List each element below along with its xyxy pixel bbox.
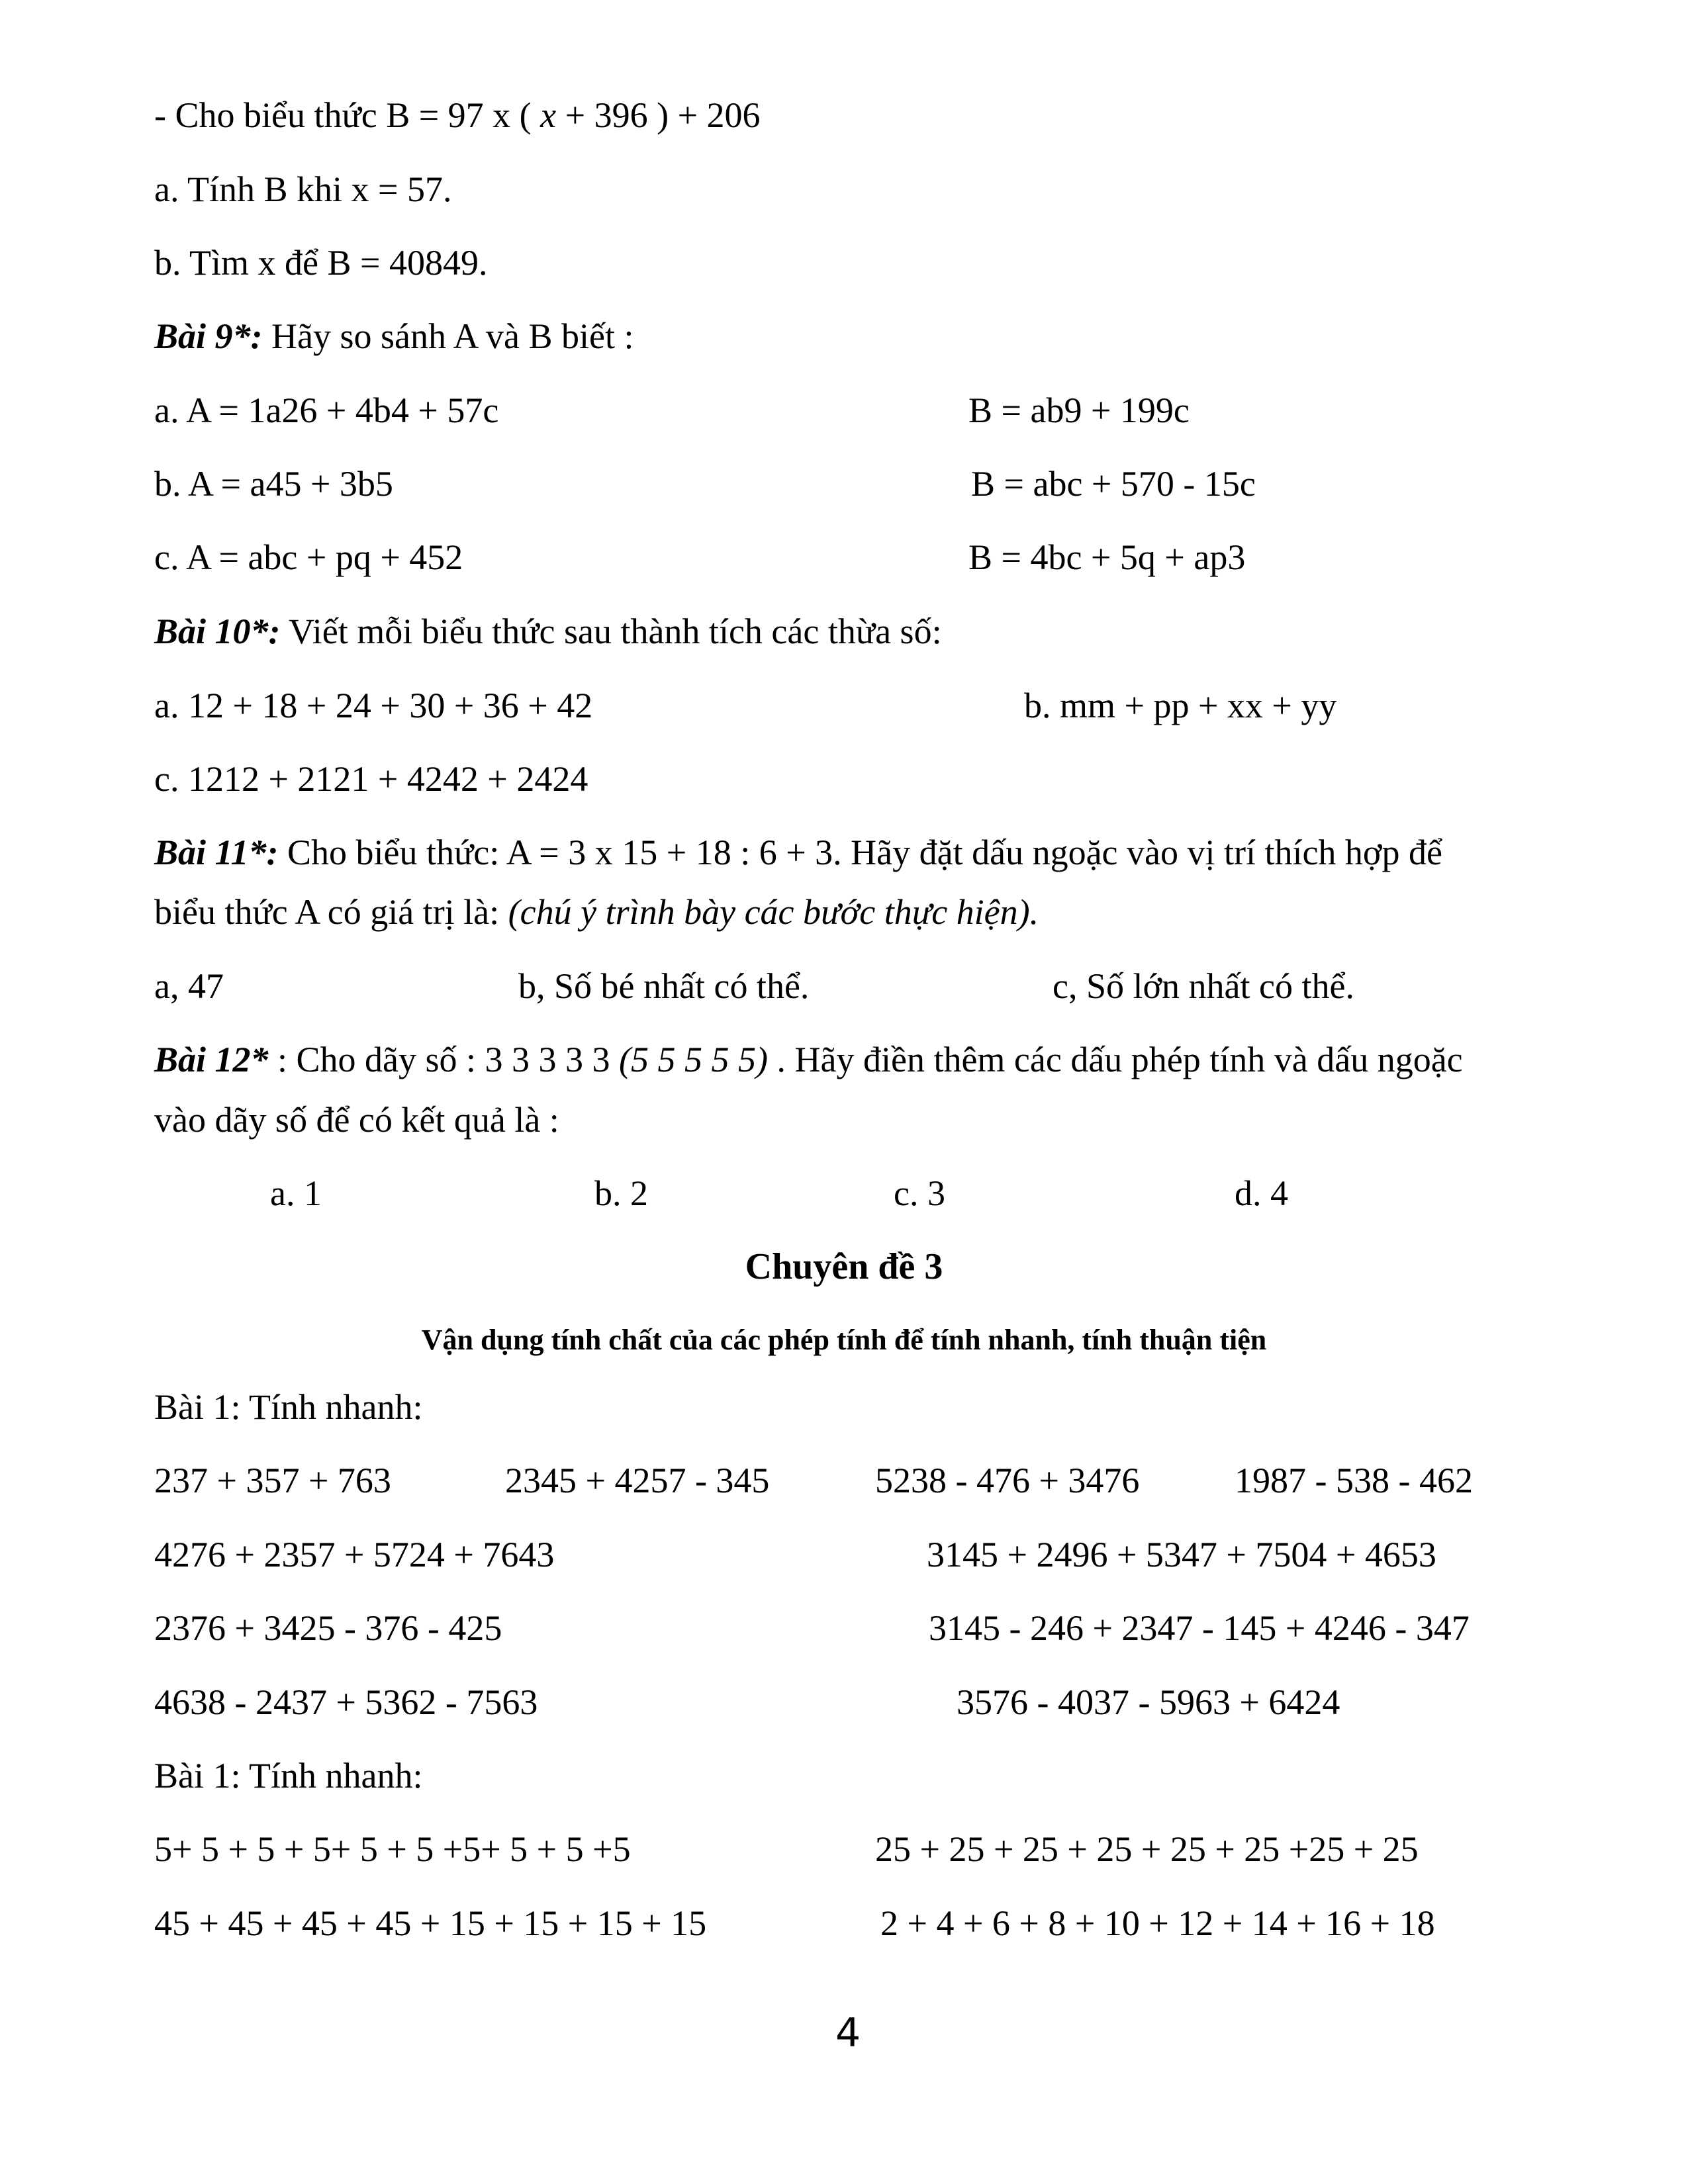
- bai11-heading: [154, 831, 1442, 874]
- bai11-label: Bài 11*:: [154, 833, 279, 872]
- bai12-label: Bài 12*: [154, 1040, 269, 1079]
- intro-question-a: a. Tính B khi x = 57.: [154, 169, 452, 209]
- bai1-first-row4-left: 4638 - 2437 + 5362 - 7563: [154, 1682, 538, 1722]
- section-title: Chuyên đề 3: [745, 1246, 943, 1287]
- bai1-first-expr-3: 5238 - 476 + 3476: [875, 1461, 1140, 1500]
- bai12-answer-c: c. 3: [894, 1173, 945, 1213]
- bai10-heading: [154, 610, 942, 653]
- bai11-note: (chú ý trình bày các bước thực hiện).: [508, 892, 1039, 932]
- bai1-first-heading: Bài 1: Tính nhanh:: [154, 1387, 423, 1427]
- bai11-option-c: c, Số lớn nhất có thể.: [1053, 966, 1354, 1006]
- bai1-first-row2-left: 4276 + 2357 + 5724 + 7643: [154, 1535, 555, 1574]
- bai9-row-c-right: B = 4bc + 5q + ap3: [968, 537, 1246, 577]
- bai9-row-b-right: B = abc + 570 - 15c: [971, 464, 1256, 504]
- bai9-heading: [154, 315, 633, 357]
- bai12-answer-d: d. 4: [1235, 1173, 1288, 1213]
- bai9-row-a-left: a. A = 1a26 + 4b4 + 57c: [154, 390, 499, 430]
- bai11-line-2: [154, 891, 1039, 933]
- bai1-first-row3-right: 3145 - 246 + 2347 - 145 + 4246 - 347: [929, 1608, 1470, 1648]
- bai10-item-b: b. mm + pp + xx + yy: [1024, 686, 1337, 725]
- bai1-second-row2-left: 45 + 45 + 45 + 45 + 15 + 15 + 15 + 15: [154, 1903, 707, 1943]
- bai1-first-row2-right: 3145 + 2496 + 5347 + 7504 + 4653: [927, 1535, 1436, 1574]
- bai10-label: Bài 10*:: [154, 612, 281, 651]
- bai12-answer-b: b. 2: [594, 1173, 648, 1213]
- bai11-option-b: b, Số bé nhất có thể.: [518, 966, 810, 1006]
- bai12-answer-a: a. 1: [270, 1173, 322, 1213]
- bai9-row-c-left: c. A = abc + pq + 452: [154, 537, 463, 577]
- bai11-text: Cho biểu thức: A = 3 x 15 + 18 : 6 + 3. Hãy đặt dấu ngoặc vào vị trí thích hợp để: [278, 833, 1442, 872]
- bai12-line-2: vào dãy số để có kết quả là :: [154, 1100, 559, 1140]
- bai1-first-row3-left: 2376 + 3425 - 376 - 425: [154, 1608, 502, 1648]
- bai1-second-row1-left: 5+ 5 + 5 + 5+ 5 + 5 +5+ 5 + 5 +5: [154, 1829, 631, 1869]
- intro-text-2: + 396 ) + 206: [556, 95, 761, 135]
- intro-expression: [154, 94, 761, 136]
- bai9-label: Bài 9*:: [154, 316, 263, 356]
- bai12-heading: [154, 1038, 1463, 1081]
- page-number: 4: [835, 2010, 861, 2056]
- bai10-text: Viết mỗi biểu thức sau thành tích các thừa số:: [280, 612, 942, 651]
- bai12-text-1: : Cho dãy số : 3 3 3 3 3: [268, 1040, 620, 1079]
- bai10-item-a: a. 12 + 18 + 24 + 30 + 36 + 42: [154, 686, 593, 725]
- bai1-first-expr-2: 2345 + 4257 - 345: [505, 1461, 770, 1500]
- bai1-second-heading: Bài 1: Tính nhanh:: [154, 1756, 423, 1796]
- bai11-line2-text: biểu thức A có giá trị là:: [154, 892, 508, 932]
- bai1-second-row1-right: 25 + 25 + 25 + 25 + 25 + 25 +25 + 25: [875, 1829, 1419, 1869]
- bai9-row-b-left: b. A = a45 + 3b5: [154, 464, 393, 504]
- bai1-second-row2-right: 2 + 4 + 6 + 8 + 10 + 12 + 14 + 16 + 18: [880, 1903, 1435, 1943]
- bai12-sequence: (5 5 5 5 5): [619, 1040, 769, 1079]
- intro-text-1: - Cho biểu thức B = 97 x (: [154, 95, 541, 135]
- bai9-row-a-right: B = ab9 + 199c: [968, 390, 1190, 430]
- section-subtitle: Vận dụng tính chất của các phép tính để tính nhanh, tính thuận tiện: [421, 1324, 1267, 1356]
- bai12-text-2: . Hãy điền thêm các dấu phép tính và dấu ngoặc: [768, 1040, 1463, 1079]
- bai11-option-a: a, 47: [154, 966, 224, 1006]
- bai1-first-expr-4: 1987 - 538 - 462: [1235, 1461, 1473, 1500]
- intro-variable-x: x: [540, 95, 557, 135]
- intro-question-b: b. Tìm x để B = 40849.: [154, 243, 488, 283]
- bai10-item-c: c. 1212 + 2121 + 4242 + 2424: [154, 759, 588, 799]
- bai1-first-row4-right: 3576 - 4037 - 5963 + 6424: [957, 1682, 1340, 1722]
- bai9-text: Hãy so sánh A và B biết :: [262, 316, 634, 356]
- bai1-first-expr-1: 237 + 357 + 763: [154, 1461, 391, 1500]
